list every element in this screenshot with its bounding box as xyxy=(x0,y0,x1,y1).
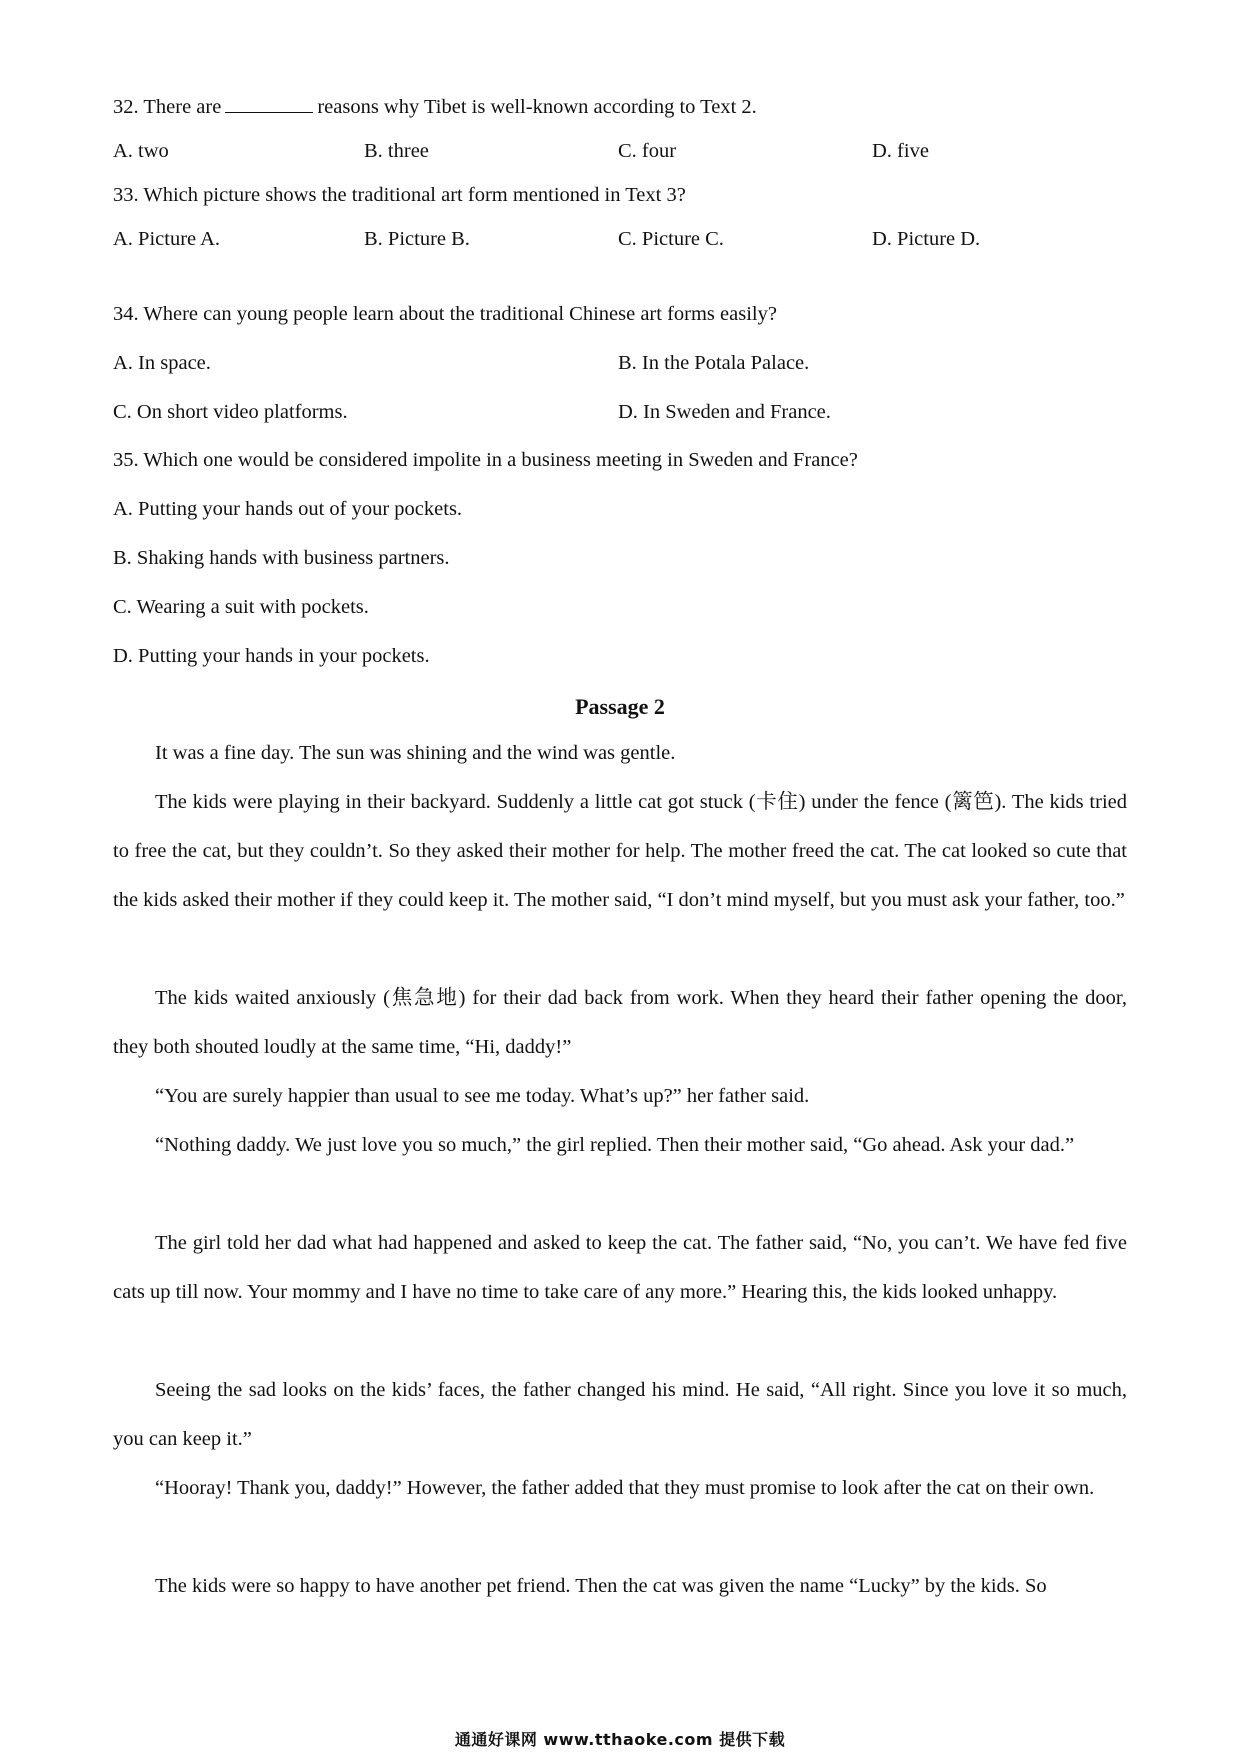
question-35-option-a: A. Putting your hands out of your pockets. xyxy=(113,498,463,520)
question-35-option-c: C. Wearing a suit with pockets. xyxy=(113,596,369,618)
passage-paragraph-7: Seeing the sad looks on the kids’ faces, the father changed his mind. He said, “All right. Since you love it so much, you can keep it.” xyxy=(113,1379,1127,1450)
question-33-option-d: D. Picture D. xyxy=(872,228,981,250)
passage-paragraph-6: The girl told her dad what had happened and asked to keep the cat. The father said, “No, you can’t. We have fed five cats up till now. Your mommy and I have no time to take care of any more.” Hearing this, the kids looked unhappy. xyxy=(113,1232,1127,1303)
question-33-option-a: A. Picture A. xyxy=(113,228,221,250)
question-35-option-d: D. Putting your hands in your pockets. xyxy=(113,645,430,667)
passage-paragraph-4: “You are surely happier than usual to see me today. What’s up?” her father said. xyxy=(155,1085,810,1107)
passage-paragraph-1: It was a fine day. The sun was shining and the wind was gentle. xyxy=(155,742,676,764)
question-32-option-c: C. four xyxy=(618,140,677,162)
question-34-option-c: C. On short video platforms. xyxy=(113,401,348,423)
passage-paragraph-3: The kids waited anxiously (焦急地) for their dad back from work. When they heard their father opening the door, they both shouted loudly at the same time, “Hi, daddy!” xyxy=(113,987,1127,1058)
passage-paragraph-5: “Nothing daddy. We just love you so much,” the girl replied. Then their mother said, “Go ahead. Ask your dad.” xyxy=(155,1134,1075,1156)
passage-title: Passage 2 xyxy=(575,694,665,719)
question-33-stem: 33. Which picture shows the traditional art form mentioned in Text 3? xyxy=(113,184,686,206)
passage-paragraph-2: The kids were playing in their backyard. Suddenly a little cat got stuck (卡住) under the fence (篱笆). The kids tried to free the cat, but they couldn’t. So they asked their mother for help. The mother freed the cat. The cat looked so cute that the kids asked their mother if they could keep it. The mother said, “I don’t mind myself, but you must ask your father, too.” xyxy=(113,791,1127,911)
passage-paragraph-8: “Hooray! Thank you, daddy!” However, the father added that they must promise to look after the cat on their own. xyxy=(155,1477,1095,1499)
answer-blank xyxy=(225,94,313,113)
question-35-option-b: B. Shaking hands with business partners. xyxy=(113,547,450,569)
question-32-option-b: B. three xyxy=(364,140,429,162)
question-32-option-a: A. two xyxy=(113,140,169,162)
question-32-stem xyxy=(113,93,757,121)
question-32-option-d: D. five xyxy=(872,140,929,162)
question-33-option-c: C. Picture C. xyxy=(618,228,724,250)
question-32-stem-before: 32. There are xyxy=(113,96,222,118)
question-33-option-b: B. Picture B. xyxy=(364,228,470,250)
page-footer: 通通好课网 www.tthaoke.com 提供下载 xyxy=(454,1730,786,1749)
passage-paragraph-9: The kids were so happy to have another pet friend. Then the cat was given the name “Lucky” by the kids. So xyxy=(155,1575,1047,1597)
question-35-stem: 35. Which one would be considered impolite in a business meeting in Sweden and France? xyxy=(113,449,858,471)
question-34-option-a: A. In space. xyxy=(113,352,211,374)
question-34-stem: 34. Where can young people learn about the traditional Chinese art forms easily? xyxy=(113,303,777,325)
question-34-option-d: D. In Sweden and France. xyxy=(618,401,831,423)
question-32-stem-after: reasons why Tibet is well-known according to Text 2. xyxy=(317,96,757,118)
question-34-option-b: B. In the Potala Palace. xyxy=(618,352,810,374)
